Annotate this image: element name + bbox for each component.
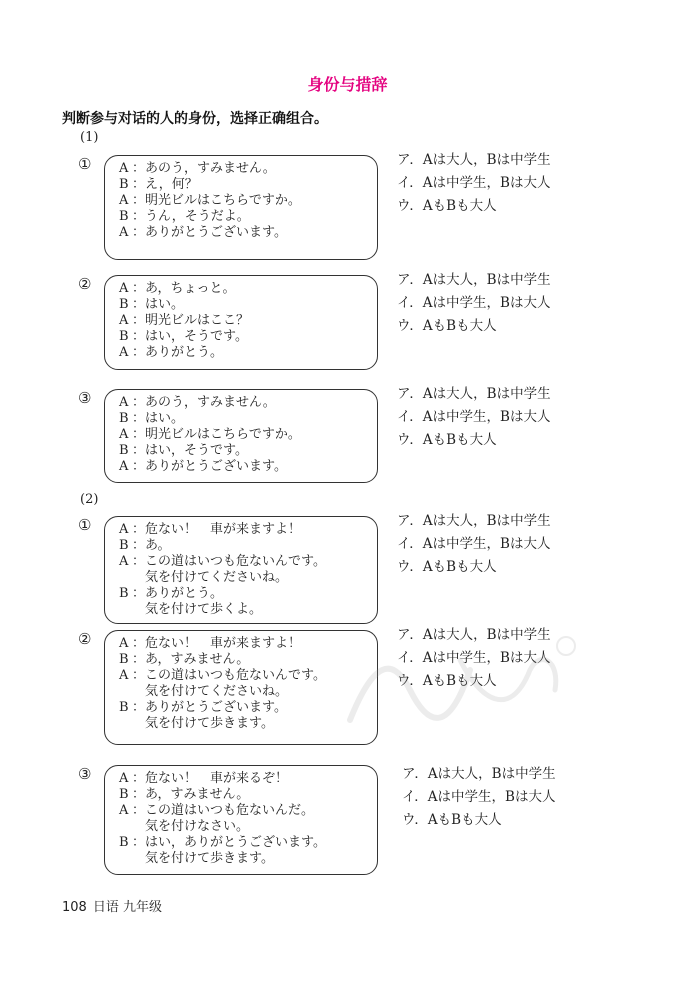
dialog-line [119, 281, 377, 297]
speaker-label: B [119, 411, 129, 426]
answer-options [402, 763, 556, 832]
speaker-colon: ： [132, 803, 146, 818]
speaker-label: B [119, 586, 129, 601]
dialog-continuation: 気を付けてくださいね。 [145, 684, 289, 699]
answer-option[interactable]: ア．Aは大人，Bは中学生 [397, 386, 551, 402]
speaker-colon: ： [132, 281, 146, 296]
dialog-line [119, 443, 377, 459]
dialog-continuation: 気を付けて歩きます。 [145, 716, 274, 731]
dialog-line [119, 554, 377, 570]
speaker-colon: ： [132, 411, 146, 426]
item-number: ② [78, 630, 92, 648]
dialog-line [119, 345, 377, 361]
dialog-text: 明光ビルはこちらですか。 [145, 193, 301, 208]
dialog-line [119, 427, 377, 443]
answer-option[interactable]: イ．Aは中学生，Bは大人 [397, 175, 551, 191]
answer-option[interactable]: ウ．AもBも大人 [397, 673, 497, 689]
speaker-colon: ： [132, 193, 146, 208]
speaker-colon: ： [132, 771, 146, 786]
answer-option[interactable]: ウ．AもBも大人 [397, 198, 497, 214]
dialog-line [119, 787, 377, 803]
speaker-label: B [119, 443, 129, 458]
speaker-label: A [119, 771, 129, 786]
item-number: ① [78, 516, 92, 534]
dialog-continuation: 気を付けなさい。 [145, 819, 250, 834]
dialog-text: はい，そうです。 [145, 329, 248, 344]
speaker-label: B [119, 538, 129, 553]
dialog-text: あ，ちょっと。 [145, 281, 236, 296]
dialog-line [119, 459, 377, 475]
speaker-label: B [119, 652, 129, 667]
speaker-colon: ： [132, 586, 146, 601]
answer-option[interactable]: ア．Aは大人，Bは中学生 [402, 766, 556, 782]
answer-option[interactable]: ウ．AもBも大人 [397, 432, 497, 448]
dialog-text: 危ない！ 車が来ますよ！ [145, 522, 302, 537]
speaker-colon: ： [132, 538, 146, 553]
item-number: ② [78, 275, 92, 293]
speaker-colon: ： [132, 668, 146, 683]
speaker-label: B [119, 835, 129, 850]
speaker-label: A [119, 459, 129, 474]
dialog-text: 明光ビルはこちらですか。 [145, 427, 301, 442]
dialog-line [119, 771, 377, 787]
item-number: ③ [78, 765, 92, 783]
dialog-text: あのう，すみません。 [145, 395, 276, 410]
speaker-colon: ： [132, 652, 146, 667]
speaker-colon: ： [132, 395, 146, 410]
speaker-label: B [119, 297, 129, 312]
dialog-line [119, 313, 377, 329]
speaker-colon: ： [132, 835, 146, 850]
item-number: ③ [78, 389, 92, 407]
dialog-text: この道はいつも危ないんです。 [145, 554, 326, 569]
speaker-colon: ： [132, 427, 146, 442]
speaker-label: A [119, 395, 129, 410]
answer-option[interactable]: イ．Aは中学生，Bは大人 [397, 536, 551, 552]
speaker-label: A [119, 313, 129, 328]
dialog-box [104, 275, 378, 370]
item-number: ① [78, 155, 92, 173]
speaker-colon: ： [132, 636, 146, 651]
dialog-text: はい。 [145, 411, 185, 426]
dialog-line [119, 297, 377, 313]
speaker-colon: ： [132, 329, 146, 344]
page-number: 108 [62, 900, 87, 915]
speaker-label: A [119, 225, 129, 240]
speaker-colon: ： [132, 225, 146, 240]
speaker-label: A [119, 345, 129, 360]
dialog-text: この道はいつも危ないんだ。 [145, 803, 315, 818]
dialog-text: ありがとうございます。 [145, 459, 287, 474]
speaker-colon: ： [132, 522, 146, 537]
answer-option[interactable]: ア．Aは大人，Bは中学生 [397, 152, 551, 168]
dialog-continuation: 気を付けてくださいね。 [145, 570, 289, 585]
answer-options [397, 510, 551, 579]
dialog-line [119, 522, 377, 538]
dialog-text: この道はいつも危ないんです。 [145, 668, 326, 683]
answer-option[interactable]: イ．Aは中学生，Bは大人 [397, 295, 551, 311]
dialog-line [119, 177, 377, 193]
dialog-text: ありがとうございます。 [145, 225, 287, 240]
speaker-label: A [119, 193, 129, 208]
dialog-text: あ，すみません。 [145, 787, 250, 802]
speaker-label: B [119, 700, 129, 715]
answer-option[interactable]: ウ．AもBも大人 [397, 318, 497, 334]
answer-option[interactable]: イ．Aは中学生，Bは大人 [397, 409, 551, 425]
dialog-line [119, 161, 377, 177]
dialog-text: 明光ビルはここ？ [145, 313, 250, 328]
publisher-watermark [330, 630, 580, 740]
speaker-colon: ： [132, 700, 146, 715]
page-footer [62, 896, 162, 915]
dialog-box [104, 765, 378, 875]
dialog-line [119, 835, 377, 851]
speaker-label: B [119, 329, 129, 344]
speaker-label: A [119, 668, 129, 683]
dialog-text: え，何？ [145, 177, 198, 192]
dialog-text: あ，すみません。 [145, 652, 250, 667]
speaker-label: A [119, 427, 129, 442]
speaker-label: B [119, 209, 129, 224]
answer-option[interactable]: イ．Aは中学生，Bは大人 [397, 650, 551, 666]
answer-options [397, 269, 551, 338]
dialog-text: はい，そうです。 [145, 443, 248, 458]
speaker-label: A [119, 803, 129, 818]
dialog-line [119, 225, 377, 241]
page-title: 身份与措辞 [307, 75, 388, 94]
speaker-colon: ： [132, 787, 146, 802]
answer-options [397, 149, 551, 218]
speaker-colon: ： [132, 297, 146, 312]
dialog-line [119, 538, 377, 554]
answer-option[interactable]: ア．Aは大人，Bは中学生 [397, 627, 551, 643]
part-label: (2) [80, 492, 99, 507]
dialog-text: ありがとうございます。 [145, 700, 287, 715]
dialog-text: ありがとう。 [145, 345, 224, 360]
speaker-colon: ： [132, 313, 146, 328]
speaker-label: A [119, 281, 129, 296]
dialog-box [104, 516, 378, 624]
dialog-box [104, 389, 378, 483]
dialog-text: あ。 [145, 538, 171, 553]
speaker-colon: ： [132, 443, 146, 458]
dialog-line [119, 411, 377, 427]
dialog-box [104, 155, 378, 260]
dialog-text: 危ない！ 車が来ますよ！ [145, 636, 302, 651]
instruction: 判断参与对话的人的身份，选择正确组合。 [62, 111, 328, 127]
answer-option[interactable]: ア．Aは大人，Bは中学生 [397, 513, 551, 529]
speaker-label: A [119, 161, 129, 176]
dialog-line [119, 395, 377, 411]
answer-option[interactable]: ウ．AもBも大人 [397, 559, 497, 575]
speaker-colon: ： [132, 161, 146, 176]
dialog-continuation: 気を付けて歩くよ。 [145, 602, 263, 617]
book-title: 日语 九年级 [92, 900, 162, 915]
dialog-line [119, 586, 377, 602]
answer-option[interactable]: ア．Aは大人，Bは中学生 [397, 272, 551, 288]
dialog-text: 危ない！ 車が来るぞ！ [145, 771, 289, 786]
answer-option[interactable]: ウ．AもBも大人 [402, 812, 502, 828]
speaker-label: B [119, 177, 129, 192]
answer-options [397, 383, 551, 452]
speaker-label: B [119, 787, 129, 802]
dialog-text: はい。 [145, 297, 185, 312]
speaker-label: A [119, 636, 129, 651]
answer-option[interactable]: イ．Aは中学生，Bは大人 [402, 789, 556, 805]
dialog-text: うん，そうだよ。 [145, 209, 250, 224]
dialog-line [119, 803, 377, 819]
speaker-colon: ： [132, 554, 146, 569]
dialog-continuation: 気を付けて歩きます。 [145, 851, 274, 866]
dialog-line [119, 209, 377, 225]
dialog-line [119, 193, 377, 209]
part-label: (1) [80, 130, 99, 145]
dialog-line [119, 329, 377, 345]
speaker-colon: ： [132, 177, 146, 192]
dialog-text: ありがとう。 [145, 586, 224, 601]
speaker-colon: ： [132, 345, 146, 360]
speaker-colon: ： [132, 459, 146, 474]
dialog-text: あのう，すみません。 [145, 161, 276, 176]
speaker-label: A [119, 554, 129, 569]
dialog-text: はい，ありがとうございます。 [145, 835, 326, 850]
speaker-colon: ： [132, 209, 146, 224]
speaker-label: A [119, 522, 129, 537]
